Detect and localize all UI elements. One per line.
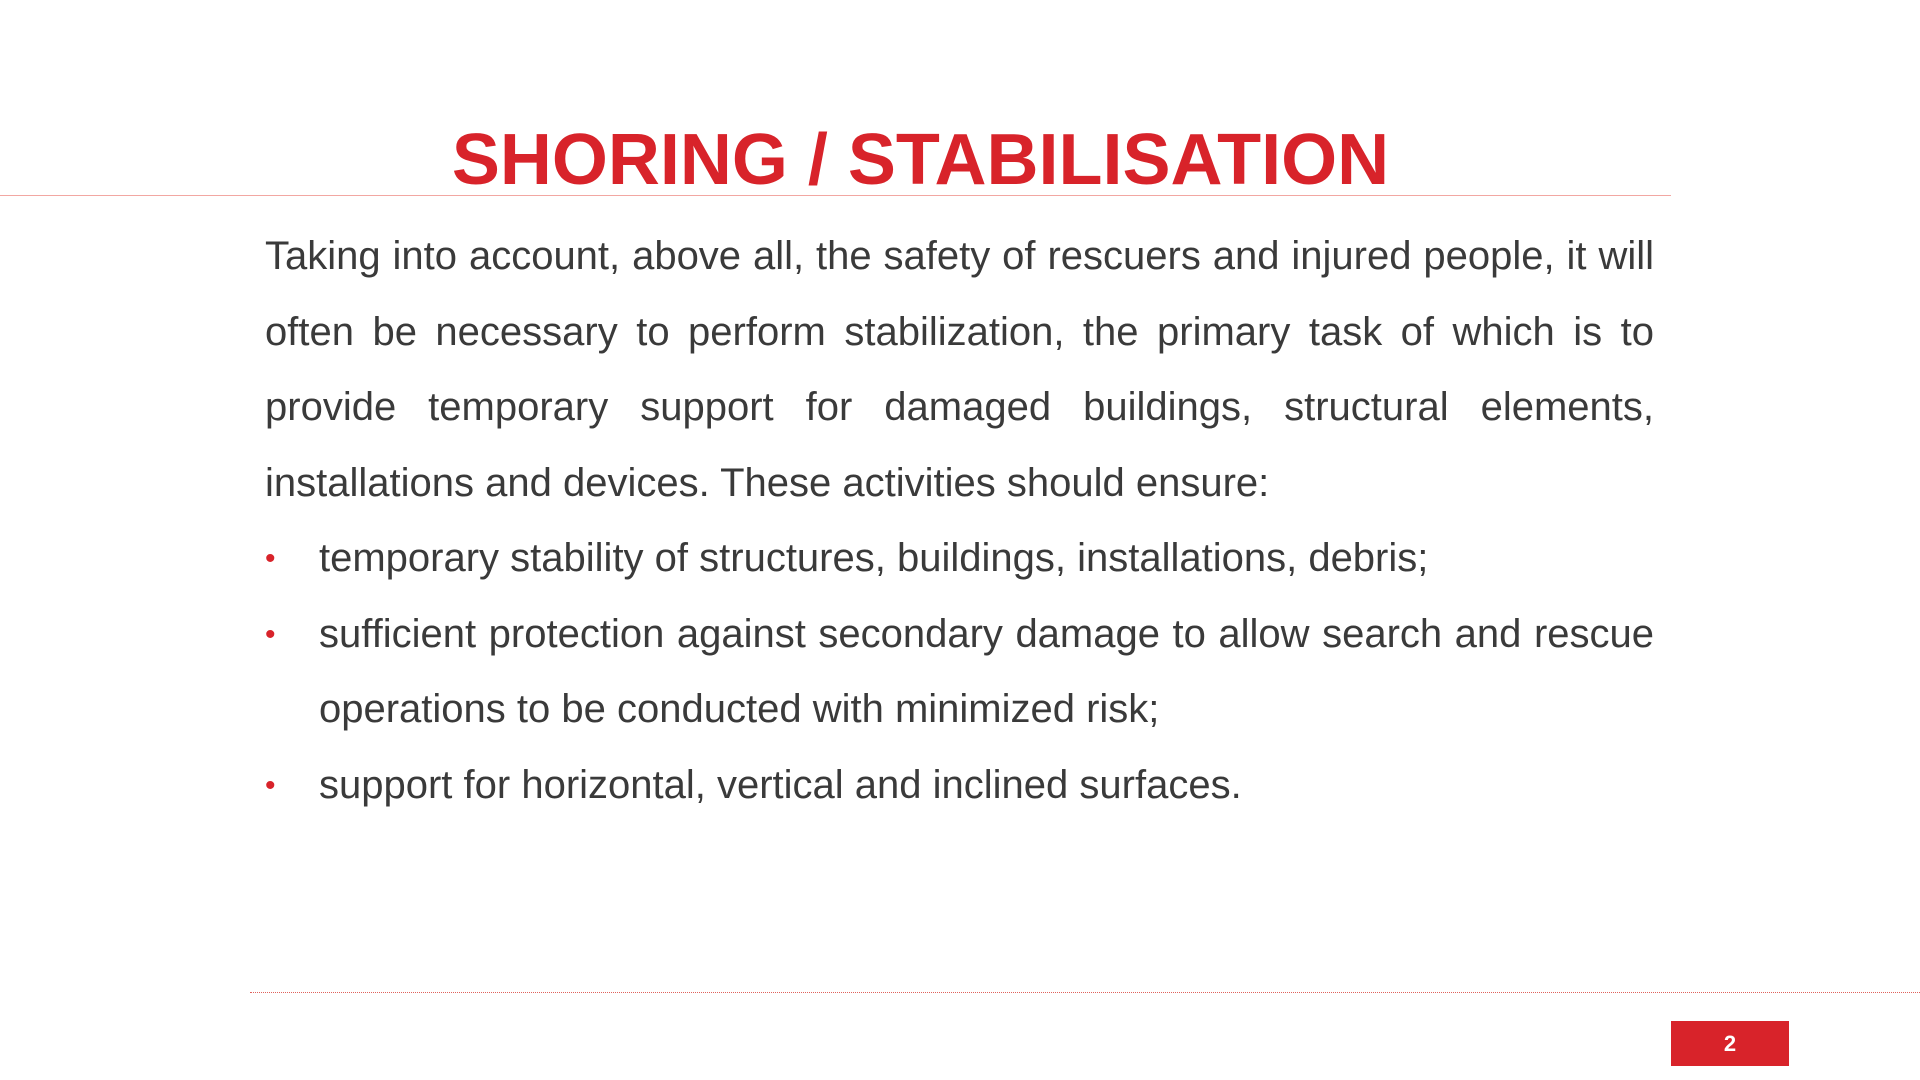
bullet-dot-icon: • — [265, 768, 276, 802]
intro-paragraph: Taking into account, above all, the safety of rescuers and injured people, it will often be necessary to perform stabilization, the primary task of which is to provide temporary support for damaged buildings, structural elements, installations and devices. These activities should ensure: — [265, 234, 1654, 505]
bullet-text: sufficient protection against secondary damage to allow search and rescue operations to be conducted with minimized risk; — [319, 611, 1654, 731]
bullet-text: support for horizontal, vertical and inclined surfaces. — [319, 762, 1242, 807]
title-divider — [0, 195, 1671, 196]
bullet-dot-icon: • — [265, 617, 276, 651]
slide-title: SHORING / STABILISATION — [451, 120, 1390, 200]
bullet-item — [265, 597, 1654, 748]
footer-divider — [250, 992, 1920, 993]
bullet-list — [265, 521, 1654, 823]
bullet-text: temporary stability of structures, buildings, installations, debris; — [319, 536, 1429, 580]
slide-body — [265, 219, 1654, 823]
bullet-item — [265, 521, 1654, 597]
page-number-badge: 2 — [1671, 1021, 1789, 1066]
bullet-dot-icon: • — [265, 542, 276, 575]
bullet-item — [265, 748, 1654, 824]
